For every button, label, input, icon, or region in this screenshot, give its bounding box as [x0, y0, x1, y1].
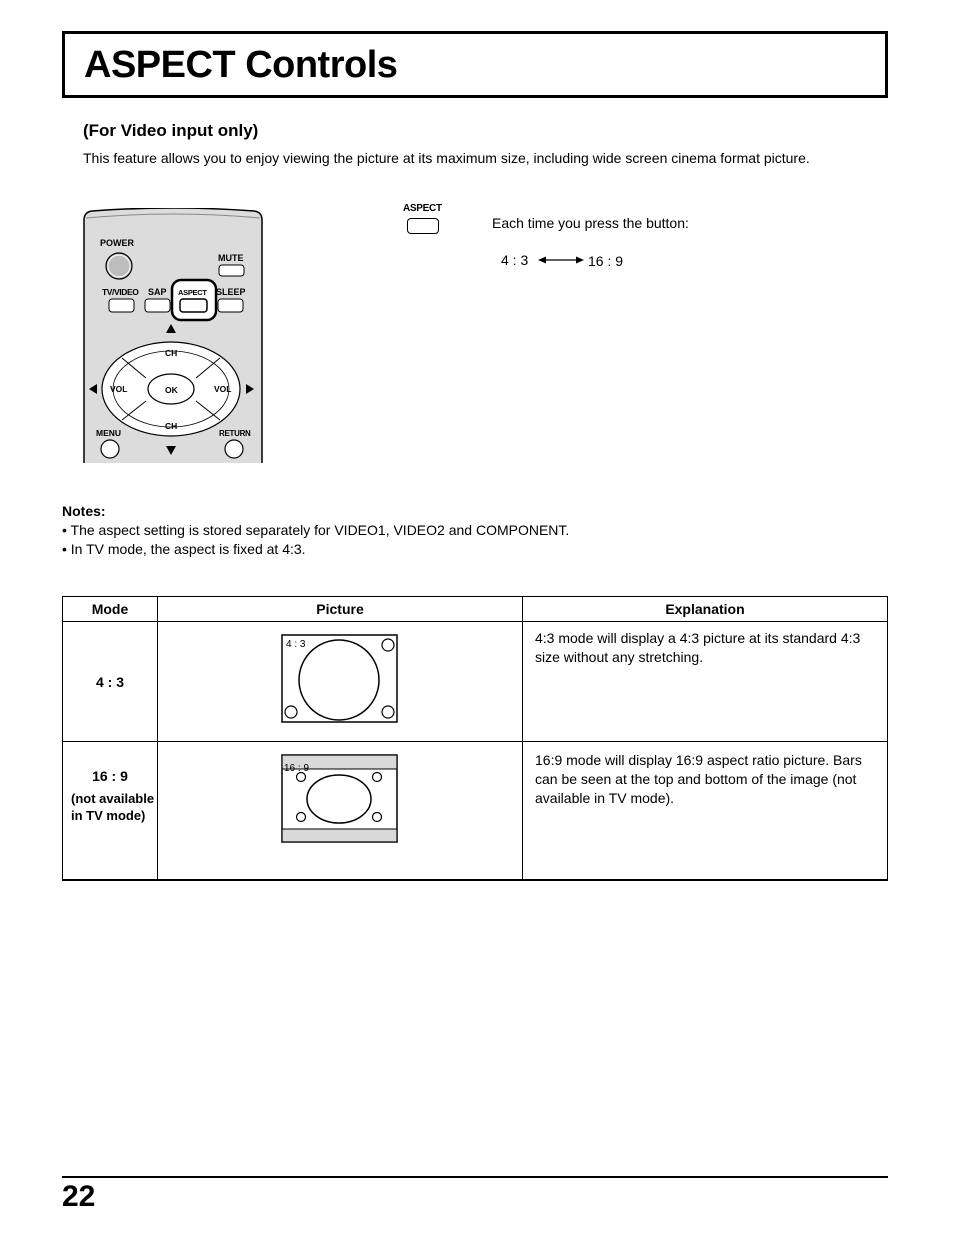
page-title: ASPECT Controls — [84, 44, 398, 86]
remote-ch-down-label: CH — [165, 421, 178, 431]
screen-4-3-diagram-icon — [281, 634, 399, 724]
power-button-icon — [106, 253, 132, 279]
section-subtitle: (For Video input only) — [83, 121, 259, 140]
screen-16-9-diagram-icon — [281, 754, 399, 844]
mode-16-9-label: 16 : 9 — [588, 253, 624, 269]
mute-button-icon — [219, 265, 244, 276]
remote-tvvideo-label: TV/VIDEO — [102, 287, 139, 297]
header-explanation: Explanation — [523, 597, 888, 622]
remote-vol-right-label: VOL — [214, 384, 232, 394]
header-picture: Picture — [158, 597, 523, 622]
mode-note: (not available in TV mode) — [71, 791, 155, 823]
remote-mute-label: MUTE — [218, 253, 244, 263]
page-number: 22 — [62, 1180, 96, 1213]
header-mode: Mode — [63, 597, 158, 622]
mode-cell — [63, 742, 158, 881]
note-item: • In TV mode, the aspect is fixed at 4:3. — [62, 541, 306, 557]
aspect-button-label: ASPECT — [403, 203, 442, 214]
aspect-button-icon — [180, 299, 207, 312]
remote-ok-label: OK — [165, 385, 178, 395]
explanation-cell: 4:3 mode will display a 4:3 picture at its standard 4:3 size without any stretching. — [523, 622, 888, 742]
table-header-row — [63, 597, 888, 622]
sap-button-icon — [145, 299, 170, 312]
note-item: • The aspect setting is stored separately for VIDEO1, VIDEO2 and COMPONENT. — [62, 522, 570, 538]
picture-cell — [158, 622, 523, 742]
remote-ch-up-label: CH — [165, 348, 178, 358]
aspect-mode-table — [62, 596, 888, 881]
tvvideo-button-icon — [109, 299, 134, 312]
remote-menu-label: MENU — [96, 428, 122, 438]
mode-cell: 4 : 3 — [63, 622, 158, 742]
picture-label-16-9: 16 : 9 — [284, 763, 310, 774]
aspect-button-icon — [407, 218, 439, 234]
remote-power-label: POWER — [100, 238, 135, 248]
remote-sap-label: SAP — [148, 287, 167, 297]
picture-cell — [158, 742, 523, 881]
mode-4-3-label: 4 : 3 — [501, 252, 529, 268]
intro-text: This feature allows you to enjoy viewing the picture at its maximum size, including wide screen cinema format picture. — [83, 150, 810, 166]
mode-label: 16 : 9 — [92, 768, 128, 784]
remote-aspect-label: ASPECT — [178, 288, 207, 297]
return-button-icon — [225, 440, 243, 458]
notes-heading: Notes: — [62, 503, 106, 519]
table-row — [63, 622, 888, 742]
menu-button-icon — [101, 440, 119, 458]
footer-rule — [62, 1176, 888, 1178]
table-row — [63, 742, 888, 881]
press-instruction: Each time you press the button: — [492, 215, 689, 231]
double-arrow-icon — [538, 253, 584, 267]
remote-sleep-label: SLEEP — [216, 287, 246, 297]
picture-label-4-3: 4 : 3 — [286, 639, 306, 650]
remote-vol-left-label: VOL — [110, 384, 128, 394]
sleep-button-icon — [218, 299, 243, 312]
title-box — [62, 31, 888, 98]
remote-control-illustration — [82, 208, 264, 464]
remote-return-label: RETURN — [219, 429, 251, 438]
explanation-cell: 16:9 mode will display 16:9 aspect ratio picture. Bars can be seen at the top and bottom of the image (not available in TV mode). — [523, 742, 888, 881]
